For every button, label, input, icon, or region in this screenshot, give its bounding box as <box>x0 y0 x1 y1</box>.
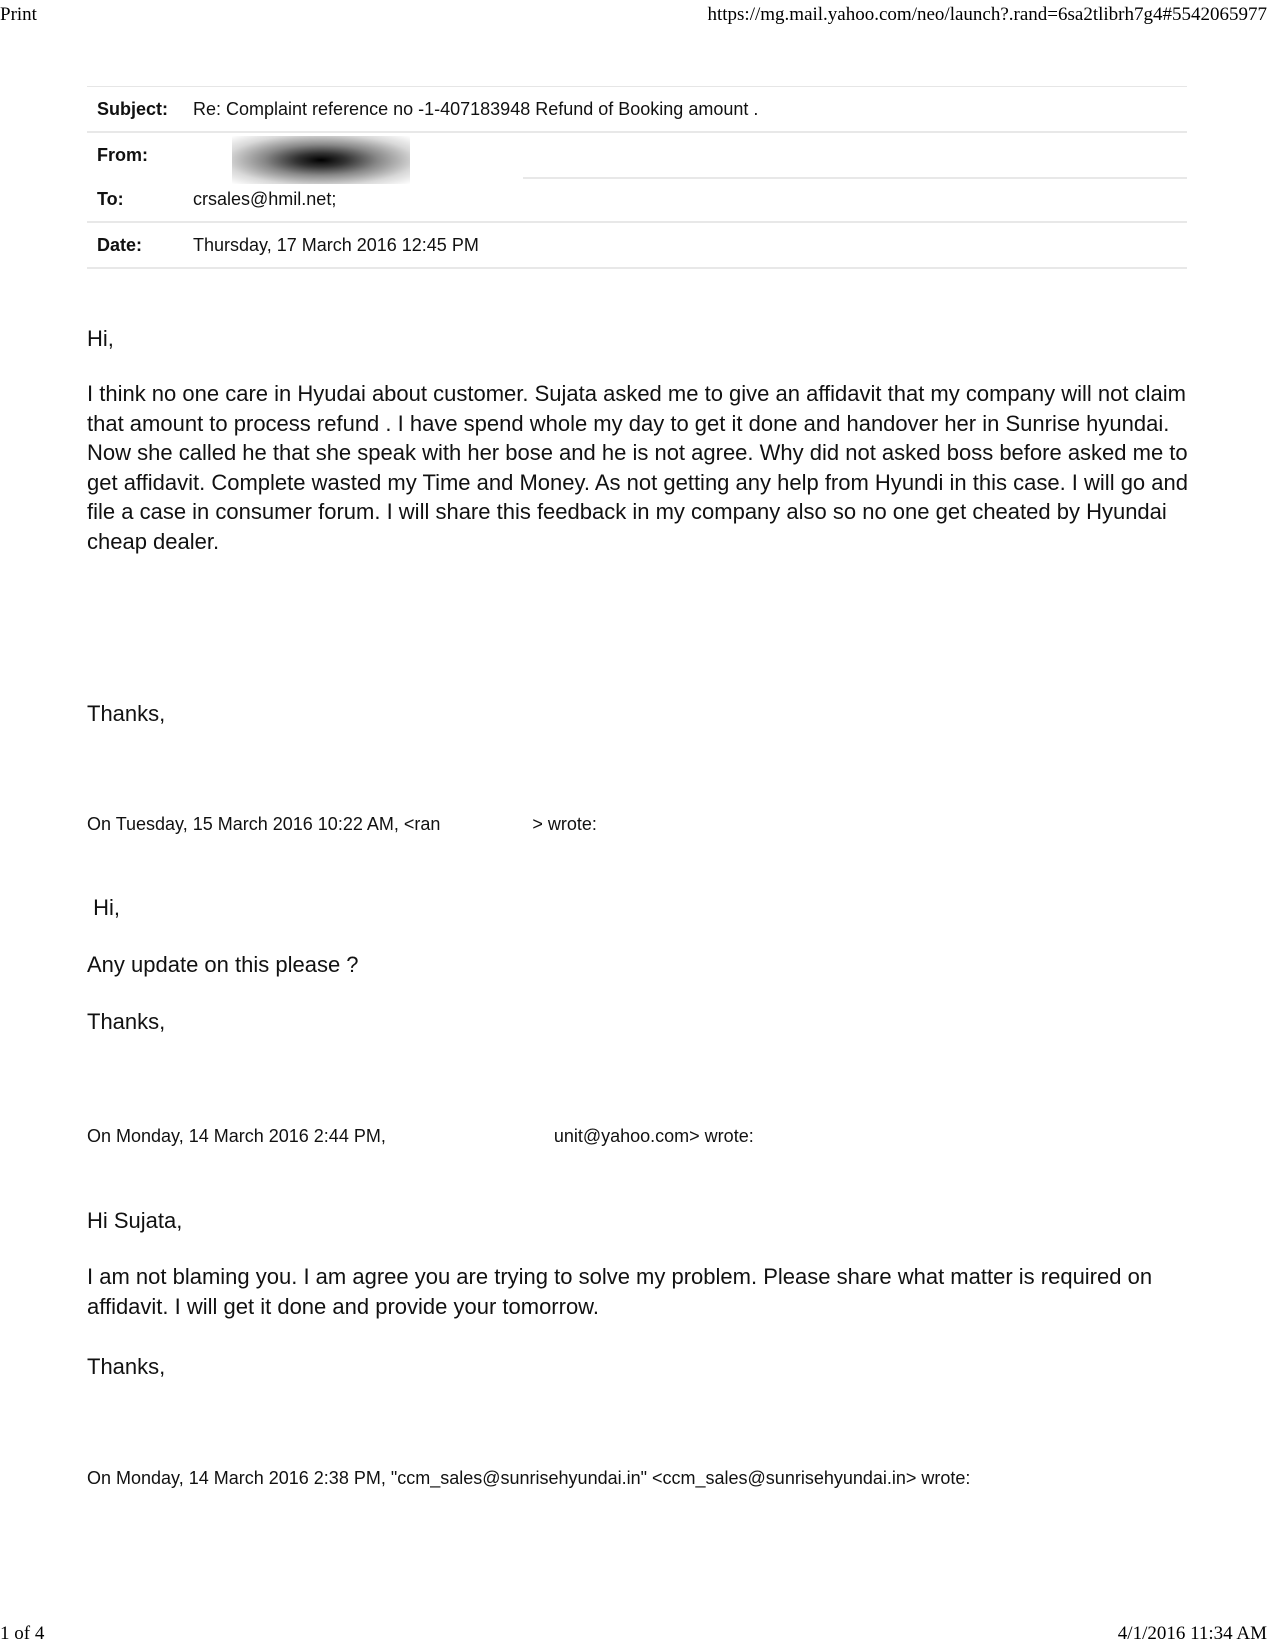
page-url: https://mg.mail.yahoo.com/neo/launch?.rand=6sa2tlibrh7g4#5542065977 <box>707 4 1267 25</box>
quote-intro-suffix: unit@yahoo.com> wrote: <box>553 1126 754 1146</box>
message-closing: Thanks, <box>87 701 166 726</box>
to-label: To: <box>97 189 124 209</box>
print-header <box>0 4 1275 28</box>
to-value: crsales@hmil.net; <box>193 189 337 209</box>
from-label: From: <box>97 145 148 165</box>
quote-body: Any update on this please ? <box>87 952 359 977</box>
quote-intro-suffix: > wrote: <box>532 814 597 834</box>
print-timestamp: 4/1/2016 11:34 AM <box>1117 1623 1267 1644</box>
subject-row <box>87 87 1187 133</box>
quote-intro-prefix: On Monday, 14 March 2016 2:44 PM, <box>87 1126 386 1146</box>
to-row <box>87 177 1187 223</box>
quote-greeting: Hi, <box>87 895 120 920</box>
quote-closing: Thanks, <box>87 1009 166 1034</box>
quote-intro: On Monday, 14 March 2016 2:38 PM, "ccm_sales@sunrisehyundai.in" <ccm_sales@sunrisehyundai.in> wrote: <box>87 1468 971 1488</box>
date-row <box>87 223 1187 269</box>
quote-closing: Thanks, <box>87 1354 166 1379</box>
subject-label: Subject: <box>97 99 169 119</box>
quote-greeting: Hi Sujata, <box>87 1208 183 1233</box>
message-body: I think no one care in Hyudai about customer. Sujata asked me to give an affidavit that my company will not claim that amount to process refund . I have spend whole my day to get it done and handover her in Sunrise hyundai. Now she called he that she speak with her bose and he is not agree. Why did not asked boss before asked me to get affidavit. Complete wasted my Time and Money. As not getting any help from Hyundi in this case. I will go and file a case in consumer forum. I will share this feedback in my company also so no one get cheated by Hyundai cheap dealer. <box>87 381 1188 554</box>
page-number: 1 of 4 <box>0 1623 45 1644</box>
message-greeting: Hi, <box>87 326 114 351</box>
from-row <box>87 133 1187 177</box>
date-value: Thursday, 17 March 2016 12:45 PM <box>193 235 479 255</box>
email-header <box>87 86 1187 269</box>
quote-intro <box>87 1124 754 1148</box>
date-label: Date: <box>97 235 143 255</box>
print-footer <box>0 1623 1275 1647</box>
print-label: Print <box>0 4 37 25</box>
quote-intro-prefix: On Tuesday, 15 March 2016 10:22 AM, <ran <box>87 814 441 834</box>
quote-body: I am not blaming you. I am agree you are trying to solve my problem. Please share what matter is required on affidavit. I will get it done and provide your tomorrow. <box>87 1264 1153 1319</box>
subject-value: Re: Complaint reference no -1-407183948 Refund of Booking amount . <box>193 99 759 119</box>
quote-intro <box>87 812 597 836</box>
